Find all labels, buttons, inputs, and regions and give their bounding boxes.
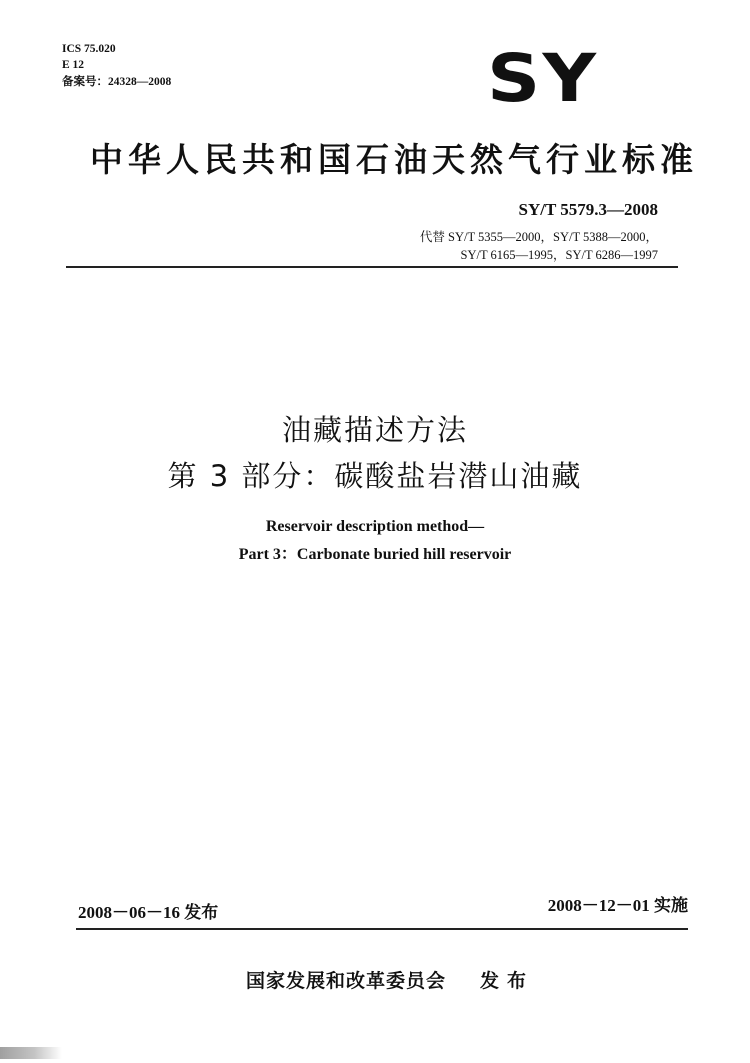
implementation-date: 2008－12－01 实施 — [547, 896, 688, 915]
bottom-divider — [76, 928, 688, 930]
ics-code: ICS 75.020 — [62, 43, 116, 55]
industry-standard-title: 中华人民共和国石油天然气行业标准 — [90, 140, 698, 179]
replaces-line-1: 代替 SY/T 5355—2000，SY/T 5388—2000， — [419, 230, 658, 244]
title-english-line-2: Part 3：Carbonate buried hill reservoir — [238, 546, 512, 563]
standard-code: SY/T 5579.3—2008 — [518, 200, 658, 219]
publish-label: 发布 — [480, 970, 535, 992]
record-number: 备案号：24328—2008 — [62, 76, 172, 88]
title-chinese-line-1: 油藏描述方法 — [281, 413, 468, 447]
title-english-line-1: Reservoir description method— — [265, 518, 485, 535]
classification-code: E 12 — [62, 59, 85, 71]
top-divider — [66, 266, 678, 268]
replaces-line-2: SY/T 6165—1995，SY/T 6286—1997 — [460, 248, 658, 262]
issuing-authority: 国家发展和改革委员会 — [246, 970, 447, 992]
issue-date: 2008－06－16 发布 — [78, 903, 219, 922]
sy-logo: SY — [487, 40, 599, 117]
title-chinese-line-2: 第 3 部分：碳酸盐岩潜山油藏 — [167, 459, 583, 493]
scan-smudge — [0, 1047, 62, 1059]
